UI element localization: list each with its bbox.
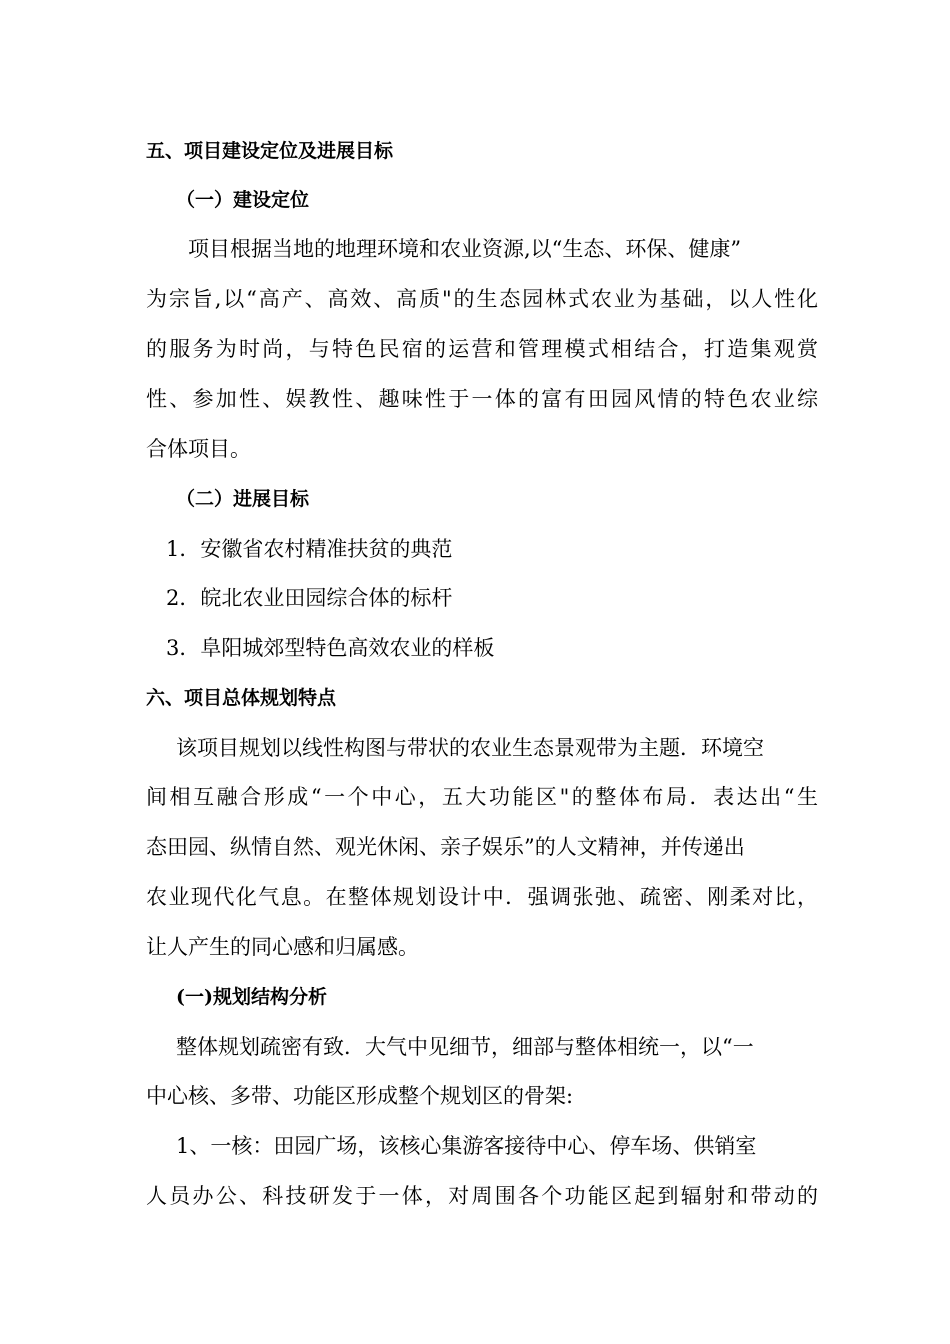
- paragraph-line: 让人产生的同心感和归属感。: [146, 935, 419, 959]
- paragraph-line: 该项目规划以线性构图与带状的农业生态景观带为主题．环境空: [176, 736, 764, 760]
- section-6-title: 六、项目总体规划特点: [146, 687, 337, 709]
- paragraph-line: 合体项目。: [146, 437, 251, 461]
- paragraph-line: 性、参加性、娱教性、趣味性于一体的富有田园风情的特色农业综: [146, 387, 818, 411]
- paragraph-line: 为宗旨,以“高产、高效、高质"的生态园林式农业为基础，以人性化: [146, 287, 818, 311]
- paragraph-line: 人员办公、科技研发于一体，对周围各个功能区起到辐射和带动的: [146, 1184, 818, 1208]
- section-5-subtitle-positioning: （一）建设定位: [176, 189, 310, 211]
- paragraph-line: 1、一核：田园广场，该核心集游客接待中心、停车场、供销室: [176, 1134, 757, 1158]
- section-5-subtitle-goals: （二）进展目标: [176, 488, 310, 510]
- list-item: 1．安徽省农村精准扶贫的典范: [166, 537, 453, 561]
- list-item: 2．皖北农业田园综合体的标杆: [166, 586, 453, 610]
- paragraph-line: 项目根据当地的地理环境和农业资源,以“生态、环保、健康”: [188, 237, 742, 261]
- paragraph-line: 农业现代化气息。在整体规划设计中．强调张弛、疏密、刚柔对比，: [146, 885, 818, 909]
- section-6-subtitle-structure: (一)规划结构分析: [176, 986, 327, 1008]
- paragraph-line: 的服务为时尚，与特色民宿的运营和管理模式相结合，打造集观赏: [146, 337, 818, 361]
- paragraph-line: 中心核、多带、功能区形成整个规划区的骨架:: [146, 1084, 574, 1108]
- paragraph-line: 间相互融合形成“一个中心，五大功能区"的整体布局．表达出“生: [146, 785, 818, 809]
- paragraph-line: 整体规划疏密有致．大气中见细节，细部与整体相统一，以“一: [176, 1035, 754, 1059]
- section-5-title: 五、项目建设定位及进展目标: [146, 140, 394, 162]
- paragraph-line: 态田园、纵情自然、观光休闲、亲子娱乐”的人文精神，并传递出: [146, 835, 745, 859]
- list-item: 3．阜阳城郊型特色高效农业的样板: [166, 636, 495, 660]
